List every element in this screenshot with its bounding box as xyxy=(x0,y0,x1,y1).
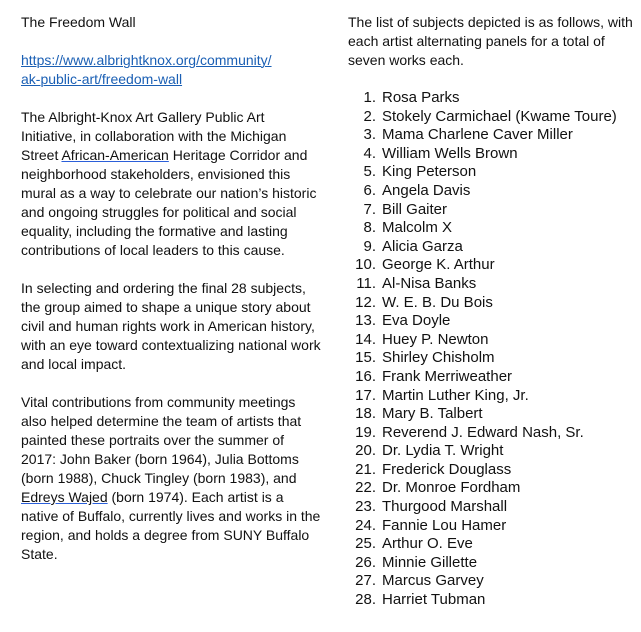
list-item-name: Mary B. Talbert xyxy=(382,405,483,423)
list-item-name: Marcus Garvey xyxy=(382,572,484,590)
list-item-number: 10. xyxy=(355,256,376,274)
list-item-number: 16. xyxy=(355,367,376,385)
list-item-number: 2. xyxy=(363,107,376,125)
freedom-wall-link[interactable] xyxy=(21,51,321,89)
list-item-number: 23. xyxy=(355,498,376,516)
list-item-name: Reverend J. Edward Nash, Sr. xyxy=(382,423,584,441)
list-item-number: 25. xyxy=(355,535,376,553)
list-item-number: 15. xyxy=(355,349,376,367)
list-item-number: 21. xyxy=(355,460,376,478)
list-item-name: Eva Doyle xyxy=(382,312,451,330)
list-item xyxy=(348,572,638,591)
list-item-name: William Wells Brown xyxy=(382,144,518,162)
list-item-name: Shirley Chisholm xyxy=(382,349,495,367)
list-item-number: 27. xyxy=(355,572,376,590)
list-item-name: Martin Luther King, Jr. xyxy=(382,386,529,404)
spacer xyxy=(21,374,321,393)
paragraph-artists xyxy=(21,393,321,564)
list-item xyxy=(348,219,638,238)
list-item-name: King Peterson xyxy=(382,163,477,181)
list-item xyxy=(348,535,638,554)
list-item-number: 3. xyxy=(363,126,376,144)
list-item-name: Al-Nisa Banks xyxy=(382,274,477,292)
list-item xyxy=(348,312,638,331)
list-item-name: Frederick Douglass xyxy=(382,460,512,478)
list-item-number: 11. xyxy=(356,274,376,292)
subject-list xyxy=(348,89,638,610)
list-item-name: Minnie Gillette xyxy=(382,553,478,571)
list-item xyxy=(348,517,638,536)
list-item-name: Huey P. Newton xyxy=(382,330,489,348)
link-line-1[interactable]: https://www.albrightknox.org/community/ xyxy=(21,52,272,68)
list-item-number: 20. xyxy=(355,442,376,460)
list-item-name: Arthur O. Eve xyxy=(382,535,473,553)
left-column xyxy=(21,13,321,564)
list-item-number: 26. xyxy=(355,553,376,571)
list-item-name: Alicia Garza xyxy=(382,237,463,255)
underlined-name: Edreys Wajed xyxy=(21,489,108,505)
list-item-number: 14. xyxy=(355,330,376,348)
list-item xyxy=(348,256,638,275)
paragraph-text: Heritage Corridor and neighborhood stakeholders, envisioned this mural as a way to celebrate our nation’s historic and ongoing struggles for political and social equality, including the formative and lasting contributions of local leaders to this cause. xyxy=(21,147,317,258)
list-item-number: 1. xyxy=(363,89,376,106)
list-item-name: Thurgood Marshall xyxy=(382,498,508,516)
list-item-name: Dr. Lydia T. Wright xyxy=(382,442,504,460)
list-item-number: 22. xyxy=(355,479,376,497)
list-item-number: 8. xyxy=(363,219,376,237)
list-item-name: Fannie Lou Hamer xyxy=(382,516,507,534)
list-item xyxy=(348,163,638,182)
list-item-number: 13. xyxy=(355,312,376,330)
list-item xyxy=(348,461,638,480)
list-item xyxy=(348,238,638,257)
list-item xyxy=(348,89,638,108)
list-item xyxy=(348,331,638,350)
list-item xyxy=(348,201,638,220)
list-item-name: Bill Gaiter xyxy=(382,200,448,218)
list-item xyxy=(348,275,638,294)
list-item xyxy=(348,182,638,201)
spacer xyxy=(21,260,321,279)
spacer xyxy=(21,32,321,51)
list-item xyxy=(348,294,638,313)
list-item xyxy=(348,145,638,164)
list-item-number: 28. xyxy=(355,591,376,609)
list-item-name: Harriet Tubman xyxy=(382,591,486,609)
list-item-name: Rosa Parks xyxy=(382,89,460,106)
list-item-name: Malcolm X xyxy=(382,219,453,237)
paragraph-text: The Albright-Knox Art Gallery Public Art Initiative, in collaboration with the Michigan Street xyxy=(21,109,287,163)
list-item-number: 6. xyxy=(363,181,376,199)
list-item xyxy=(348,405,638,424)
paragraph-text: Vital contributions from community meetings also helped determine the team of artists that painted these portraits over the summer of 2017: John Baker (born 1964), Julia Bottoms (born 1988), Chuck Tingley (born 1983), and xyxy=(21,394,302,486)
list-item xyxy=(348,126,638,145)
paragraph-text: (born 1974). Each artist is a native of Buffalo, currently lives and works in the region, and holds a degree from SUNY Buffalo State. xyxy=(21,489,321,562)
list-item-number: 18. xyxy=(355,405,376,423)
list-item xyxy=(348,349,638,368)
list-item xyxy=(348,442,638,461)
list-item xyxy=(348,424,638,443)
list-item xyxy=(348,108,638,127)
list-item xyxy=(348,368,638,387)
link-line-2[interactable]: ak-public-art/freedom-wall xyxy=(21,71,183,87)
list-item-name: Dr. Monroe Fordham xyxy=(382,479,521,497)
document-title: The Freedom Wall xyxy=(21,14,136,30)
list-item-name: Mama Charlene Caver Miller xyxy=(382,126,573,144)
paragraph-subjects: In selecting and ordering the final 28 subjects, the group aimed to shape a unique story about civil and human rights work in American history, with an eye toward contextualizing national work and local impact. xyxy=(21,280,321,372)
list-item-number: 17. xyxy=(355,386,376,404)
list-item-name: Frank Merriweather xyxy=(382,367,513,385)
list-item-name: Stokely Carmichael (Kwame Toure) xyxy=(382,107,617,125)
list-item xyxy=(348,498,638,517)
list-item-name: Angela Davis xyxy=(382,181,471,199)
right-column xyxy=(348,13,638,610)
list-intro: The list of subjects depicted is as follows, with each artist alternating panels for a total of seven works each. xyxy=(348,14,633,68)
list-item-number: 9. xyxy=(363,237,376,255)
list-item-number: 12. xyxy=(355,293,376,311)
list-item xyxy=(348,554,638,573)
spacer xyxy=(21,89,321,108)
list-item-number: 19. xyxy=(355,423,376,441)
list-item-name: George K. Arthur xyxy=(382,256,495,274)
list-item xyxy=(348,591,638,610)
list-item-number: 7. xyxy=(363,200,376,218)
paragraph-initiative xyxy=(21,108,321,260)
list-item-number: 4. xyxy=(363,144,376,162)
list-item-number: 5. xyxy=(363,163,376,181)
list-item xyxy=(348,387,638,406)
list-item-name: W. E. B. Du Bois xyxy=(382,293,493,311)
list-item-number: 24. xyxy=(355,516,376,534)
underlined-term: African-American xyxy=(61,147,169,163)
list-item xyxy=(348,479,638,498)
